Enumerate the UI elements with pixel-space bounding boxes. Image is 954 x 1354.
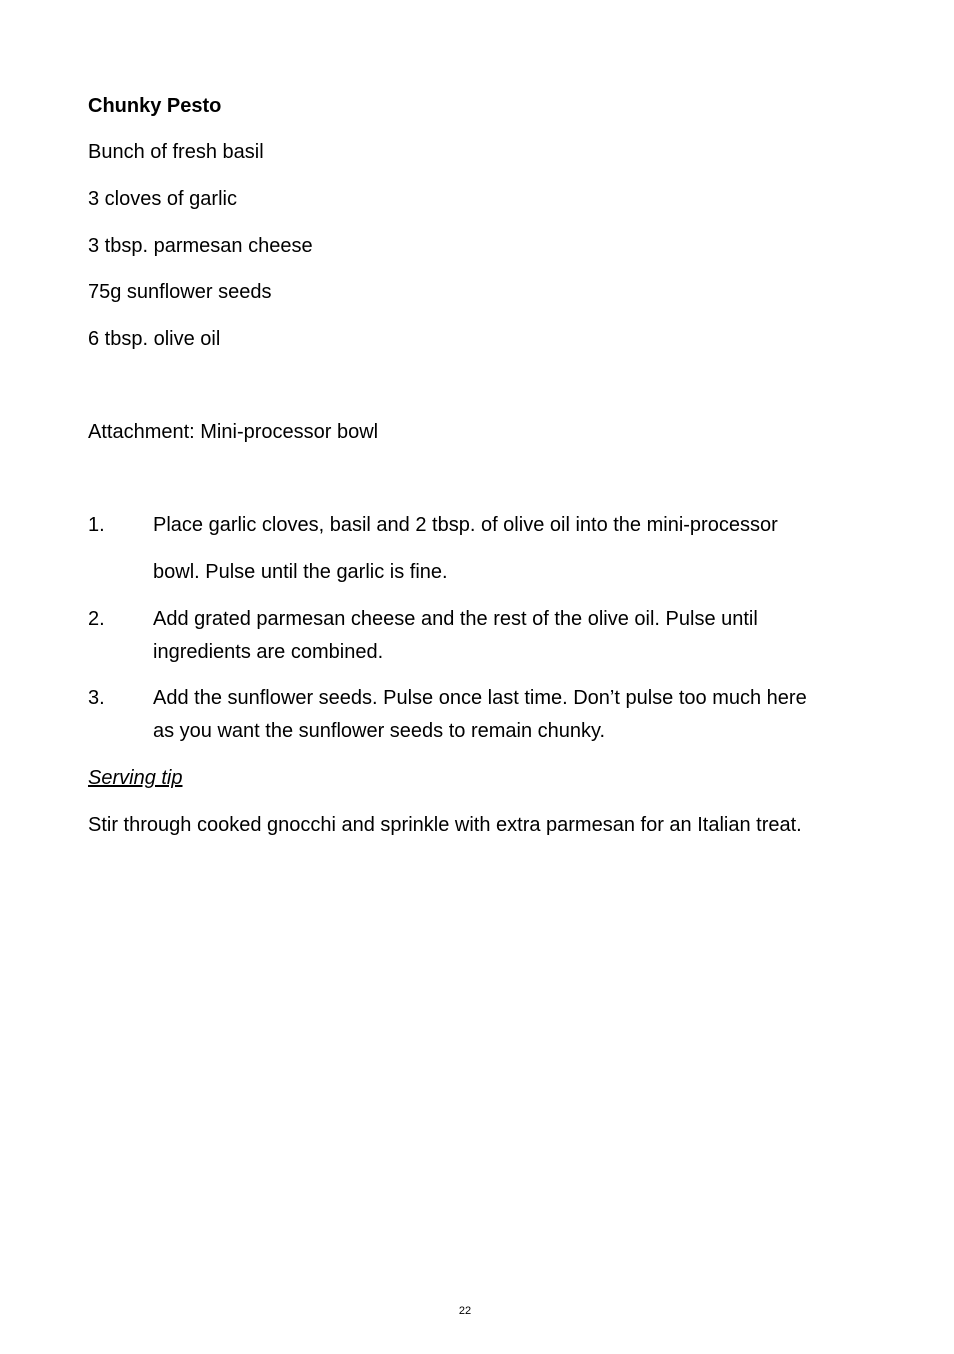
step-text-line: bowl. Pulse until the garlic is fine. [153, 561, 448, 583]
serving-tip-text: Stir through cooked gnocchi and sprinkle with extra parmesan for an Italian treat. [88, 814, 802, 836]
step-text-line: Add grated parmesan cheese and the rest of the olive oil. Pulse until [153, 608, 758, 630]
attachment-line: Attachment: Mini-processor bowl [88, 421, 379, 443]
ingredient-item: 3 cloves of garlic [88, 188, 237, 210]
step-text-line: Place garlic cloves, basil and 2 tbsp. of olive oil into the mini-processor [153, 514, 778, 536]
ingredient-item: Bunch of fresh basil [88, 141, 264, 163]
ingredient-item: 75g sunflower seeds [88, 281, 272, 303]
recipe-title: Chunky Pesto [88, 95, 222, 117]
step-number: 2. [88, 608, 105, 630]
serving-tip-heading: Serving tip [88, 767, 183, 789]
ingredient-item: 3 tbsp. parmesan cheese [88, 235, 313, 257]
step-text-line: ingredients are combined. [153, 641, 384, 663]
step-text-line: Add the sunflower seeds. Pulse once last time. Don’t pulse too much here [153, 687, 807, 709]
ingredient-item: 6 tbsp. olive oil [88, 328, 221, 350]
step-text-line: as you want the sunflower seeds to remain chunky. [153, 720, 606, 742]
step-number: 3. [88, 687, 105, 709]
page-number: 22 [458, 1305, 472, 1317]
step-number: 1. [88, 514, 105, 536]
